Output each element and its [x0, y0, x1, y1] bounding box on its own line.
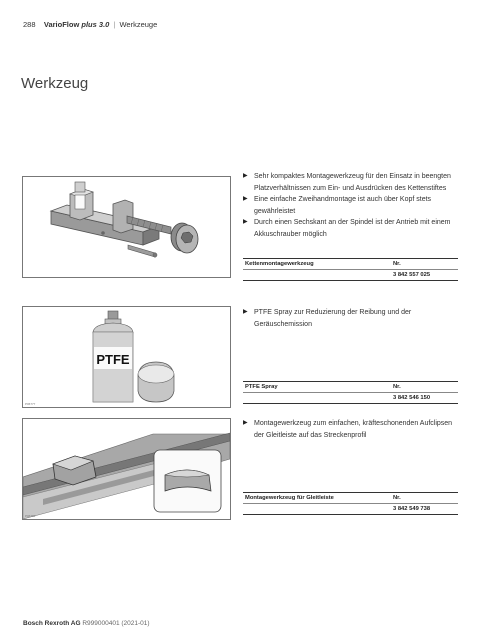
image-code: P06780: [25, 514, 36, 518]
ptfe-spray-illustration: [23, 307, 230, 407]
company-name: Bosch Rexroth AG: [23, 620, 81, 627]
item2-order-table: [243, 381, 458, 404]
item3-features: [243, 418, 458, 441]
chain-tool-image: [22, 176, 231, 278]
image-code: P06777: [25, 402, 36, 406]
order-number: 3 842 546 150: [391, 393, 458, 404]
number-header: Nr.: [391, 259, 458, 270]
number-header: Nr.: [391, 382, 458, 393]
feature-bullet: ▶ Sehr kompaktes Montagewerkzeug für den Einsatz in beengten Platzverhältnissen zum Ein- und Ausdrücken des Kettenstiftes: [243, 171, 458, 194]
product-name-header: Montagewerkzeug für Gleitleiste: [243, 493, 391, 504]
item1-order-table: [243, 258, 458, 281]
section-name: Werkzeuge: [119, 20, 158, 29]
item3-order-table: [243, 492, 458, 515]
product-name: VarioFlow plus 3.0: [43, 20, 110, 29]
page-header: [23, 20, 157, 29]
feature-bullet: ▶ Montagewerkzeug zum einfachen, kräfteschonenden Aufclipsen der Gleitleiste auf das Streckenprofil: [243, 418, 458, 441]
feature-bullet: ▶ PTFE Spray zur Reduzierung der Reibung und der Geräuschemission: [243, 307, 458, 330]
header-separator: |: [113, 20, 116, 29]
document-number: R999000401 (2021-01): [82, 620, 150, 627]
item1-features: [243, 171, 458, 241]
page-title: Werkzeug: [21, 75, 89, 93]
can-label: PTFE: [96, 352, 130, 367]
page-footer: [23, 620, 150, 627]
order-number: 3 842 549 738: [391, 504, 458, 515]
page-number: 288: [23, 20, 36, 29]
product-name-header: PTFE Spray: [243, 382, 391, 393]
slide-rail-tool-illustration: [23, 419, 230, 519]
order-number: 3 842 557 025: [391, 270, 458, 281]
feature-bullet: ▶ Eine einfache Zweihandmontage ist auch über Kopf stets gewährleistet: [243, 194, 458, 217]
item2-features: [243, 307, 458, 330]
slide-rail-tool-image: [22, 418, 231, 520]
number-header: Nr.: [391, 493, 458, 504]
chain-tool-illustration: [23, 177, 230, 277]
ptfe-spray-image: [22, 306, 231, 408]
product-name-header: Kettenmontagewerkzeug: [243, 259, 391, 270]
feature-bullet: ▶ Durch einen Sechskant an der Spindel ist der Antrieb mit einem Akkuschrauber möglich: [243, 217, 458, 240]
